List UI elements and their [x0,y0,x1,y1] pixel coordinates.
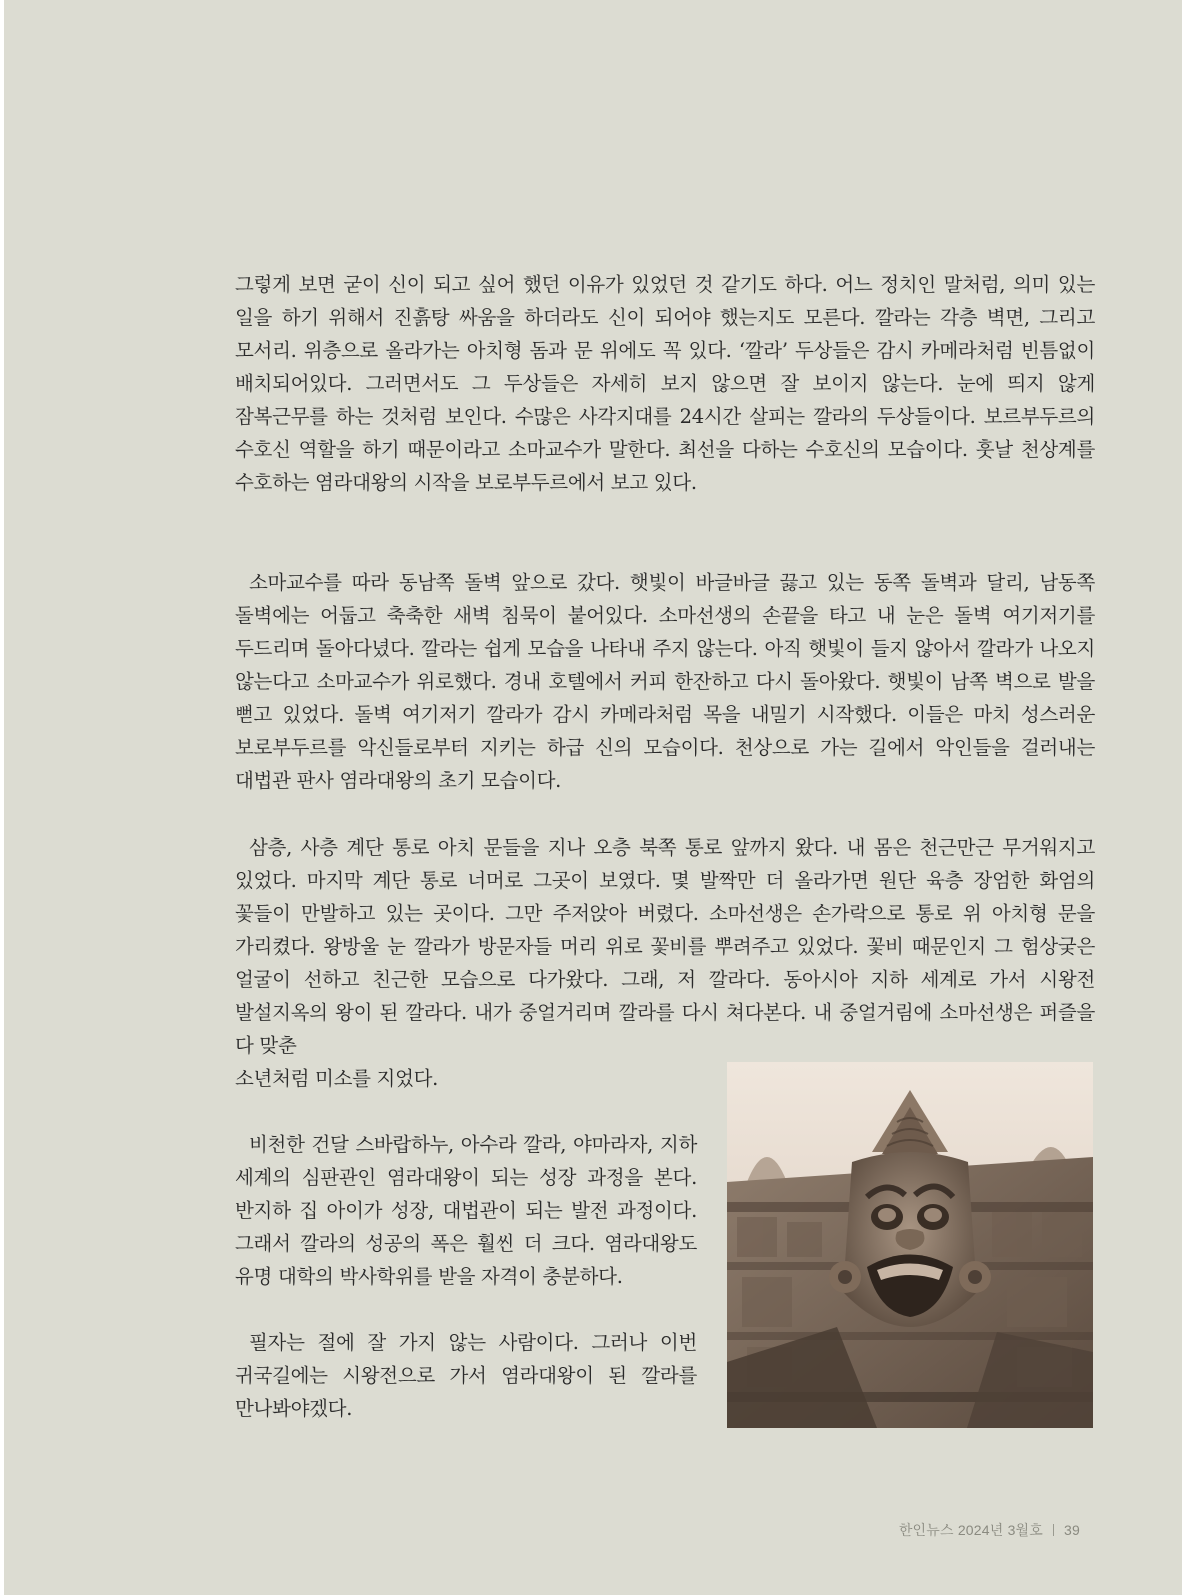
article-paragraph-3-continued: 소년처럼 미소를 지었다. [235,1067,439,1090]
kala-photo-illustration [727,1062,1093,1428]
article-paragraph-3: 삼층, 사층 계단 통로 아치 문들을 지나 오층 북쪽 통로 앞까지 왔다. 내 몸은 천근만근 무거워지고 있었다. 마지막 계단 통로 너머로 그곳이 보였다. 몇 발짝만 더 올라가면 원단 육층 장엄한 화엄의 꽃들이 만발하고 있는 곳이다. 그만 주저앉아 버렸다. 소마선생은 손가락으로 통로 위 아치형 문을 가리켰다. 왕방울 눈 깔라가 방문자들 머리 위로 꽃비를 뿌려주고 있었다. 꽃비 때문인지 그 험상궂은 얼굴이 선하고 친근한 모습으로 다가왔다. 그래, 저 깔라다. 동아시아 지하 세계로 가서 시왕전 발설지옥의 왕이 된 깔라다. 내가 중얼거리며 깔라를 다시 쳐다본다. 내 중얼거림에 소마선생은 퍼즐을 다 맞춘 [235,836,1095,1057]
article-paragraph-1: 그렇게 보면 굳이 신이 되고 싶어 했던 이유가 있었던 것 같기도 하다. 어느 정치인 말처럼, 의미 있는 일을 하기 위해서 진흙탕 싸움을 하더라도 신이 되어야 했는지도 모른다. 깔라는 각층 벽면, 그리고 모서리. 위층으로 올라가는 아치형 돔과 문 위에도 꼭 있다. ‘깔라’ 두상들은 감시 카메라처럼 빈틈없이 배치되어있다. 그러면서도 그 두상들은 자세히 보지 않으면 잘 보이지 않는다. 눈에 띄지 않게 잠복근무를 하는 것처럼 보인다. 수많은 사각지대를 24시간 살피는 깔라의 두상들이다. 보르부두르의 수호신 역할을 하기 때문이라고 소마교수가 말한다. 최선을 다하는 수호신의 모습이다. 훗날 천상계를 수호하는 염라대왕의 시작을 보로부두르에서 보고 있다. [235,273,1095,494]
article-paragraph-2: 소마교수를 따라 동남쪽 돌벽 앞으로 갔다. 햇빛이 바글바글 끓고 있는 동쪽 돌벽과 달리, 남동쪽 돌벽에는 어둡고 축축한 새벽 침묵이 붙어있다. 소마선생의 손끝을 타고 내 눈은 돌벽 여기저기를 두드리며 돌아다녔다. 깔라는 쉽게 모습을 나타내 주지 않는다. 아직 햇빛이 들지 않아서 깔라가 나오지 않는다고 소마교수가 위로했다. 경내 호텔에서 커피 한잔하고 다시 돌아왔다. 햇빛이 남쪽 벽으로 발을 뻗고 있었다. 돌벽 여기저기 깔라가 감시 카메라처럼 목을 내밀기 시작했다. 이들은 마치 성스러운 보로부두르를 악신들로부터 지키는 하급 신의 모습이다. 천상으로 가는 길에서 악인들을 걸러내는 대법관 판사 염라대왕의 초기 모습이다. [235,571,1095,792]
kala-stone-head-photo [727,1062,1093,1428]
footer-separator [1053,1524,1054,1536]
page-footer [899,1520,1080,1540]
article-paragraph-4: 비천한 건달 스바랍하누, 아수라 깔라, 야마라자, 지하 세계의 심판관인 염라대왕이 되는 성장 과정을 본다. 반지하 집 아이가 성장, 대법관이 되는 발전 과정이다. 그래서 깔라의 성공의 폭은 훨씬 더 크다. 염라대왕도 유명 대학의 박사학위를 받을 자격이 충분하다. [235,1133,697,1288]
page-number: 39 [1064,1522,1080,1538]
publication-name: 한인뉴스 2024년 3월호 [898,1522,1044,1538]
article-paragraph-5: 필자는 절에 잘 가지 않는 사람이다. 그러나 이번 귀국길에는 시왕전으로 가서 염라대왕이 된 깔라를 만나봐야겠다. [235,1331,697,1420]
page-edge-rule [0,0,4,1595]
